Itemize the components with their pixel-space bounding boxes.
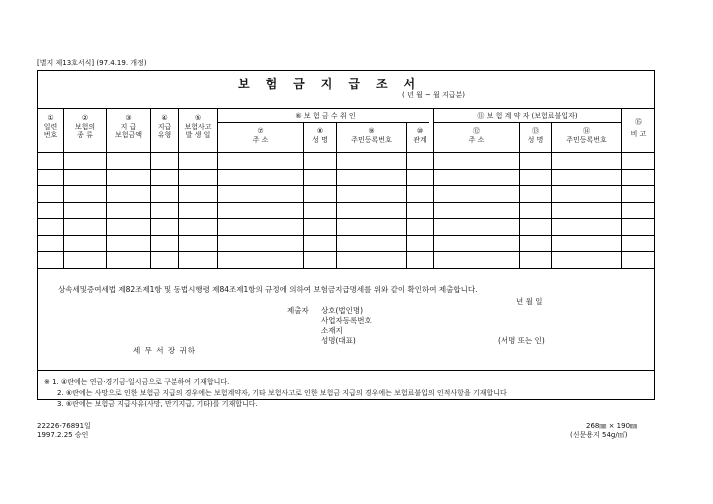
form-header: [별지 제13호서식] (97.4.19. 개정) bbox=[37, 59, 147, 67]
col12-header: ⑫ 주 소 bbox=[468, 127, 485, 144]
col10-header: ⑩ 관계 bbox=[413, 127, 427, 144]
notes-divider bbox=[37, 370, 655, 371]
col1-header: ① 일련 번호 bbox=[43, 114, 58, 139]
group6-divider bbox=[217, 122, 429, 123]
addressee: 세 무 서 장 귀하 bbox=[133, 346, 197, 355]
note-2: 2. ⑥란에는 사망으로 인한 보험금 지급의 경우에는 보험계약자, 기타 보험사고로 인한 보험금 지급의 경우에는 보험료불입의 인적사항을 기재합니다 bbox=[57, 389, 507, 397]
bizno-label: 사업자등록번호 bbox=[321, 316, 372, 325]
table-row-line bbox=[37, 235, 655, 236]
date-line: 년 월 일 bbox=[516, 297, 543, 306]
table-bottom bbox=[37, 268, 655, 269]
approval-date: 1997.2.25 승인 bbox=[37, 431, 89, 439]
col7-header: ⑦ 주 소 bbox=[252, 127, 269, 144]
rep-label: 성명(대표) bbox=[321, 336, 356, 345]
sign-label: (서명 또는 인) bbox=[498, 336, 545, 345]
paper-type: (신문용지 54g/㎡) bbox=[570, 431, 628, 439]
title-divider bbox=[37, 108, 655, 109]
col8-header: ⑧ 성 명 bbox=[312, 127, 328, 144]
col14-header: ⑭ 주민등록번호 bbox=[566, 127, 607, 144]
table-row-line bbox=[37, 251, 655, 252]
table-row-line bbox=[37, 218, 655, 219]
header-divider bbox=[37, 152, 655, 153]
confirm-text: 상속세및증여세법 제82조제1항 및 동법시행령 제84조제1항의 규정에 의하여 보험금지급명세를 위와 같이 확인하여 제출합니다. bbox=[58, 285, 478, 294]
subtitle: ( 년 월 ~ 월 지급분) bbox=[402, 91, 466, 99]
submitter-label: 제출자 bbox=[287, 306, 309, 315]
page-title: 보험금지급조서 bbox=[238, 77, 432, 91]
form-code: 22226-76891일 bbox=[37, 422, 91, 430]
col13-header: ⑬ 성 명 bbox=[527, 127, 544, 144]
col15-header: ⑮ 비 고 bbox=[630, 118, 647, 138]
col2-header: ② 보험의 종 류 bbox=[74, 114, 96, 139]
note-3: 3. ⑥란에는 보험금 지급사유(사망, 만기지급, 기타)를 기재합니다. bbox=[57, 400, 258, 408]
table-row-line bbox=[37, 169, 655, 170]
group11-header: ⑪ 보 험 계 약 자 (보험료불입자) bbox=[477, 112, 578, 120]
col9-header: ⑨ 주민등록번호 bbox=[351, 127, 392, 144]
col3-header: ③ 지 급 보험금액 bbox=[114, 114, 143, 139]
company-name-label: 상호(법인명) bbox=[321, 306, 364, 315]
group11-divider bbox=[433, 122, 621, 123]
address-label: 소재지 bbox=[321, 326, 343, 335]
col5-header: ⑤ 보험사고 발 생 일 bbox=[184, 114, 212, 139]
table-row-line bbox=[37, 185, 655, 186]
group6-header: ⑥ 보 험 금 수 취 인 bbox=[295, 112, 356, 120]
paper-size: 268㎜ × 190㎜ bbox=[586, 422, 638, 430]
note-1: ※ 1. ④란에는 연금·경기금·일시금으로 구분하여 기재합니다. bbox=[44, 378, 230, 386]
col4-header: ④ 지급 유형 bbox=[157, 114, 172, 139]
table-row-line bbox=[37, 202, 655, 203]
